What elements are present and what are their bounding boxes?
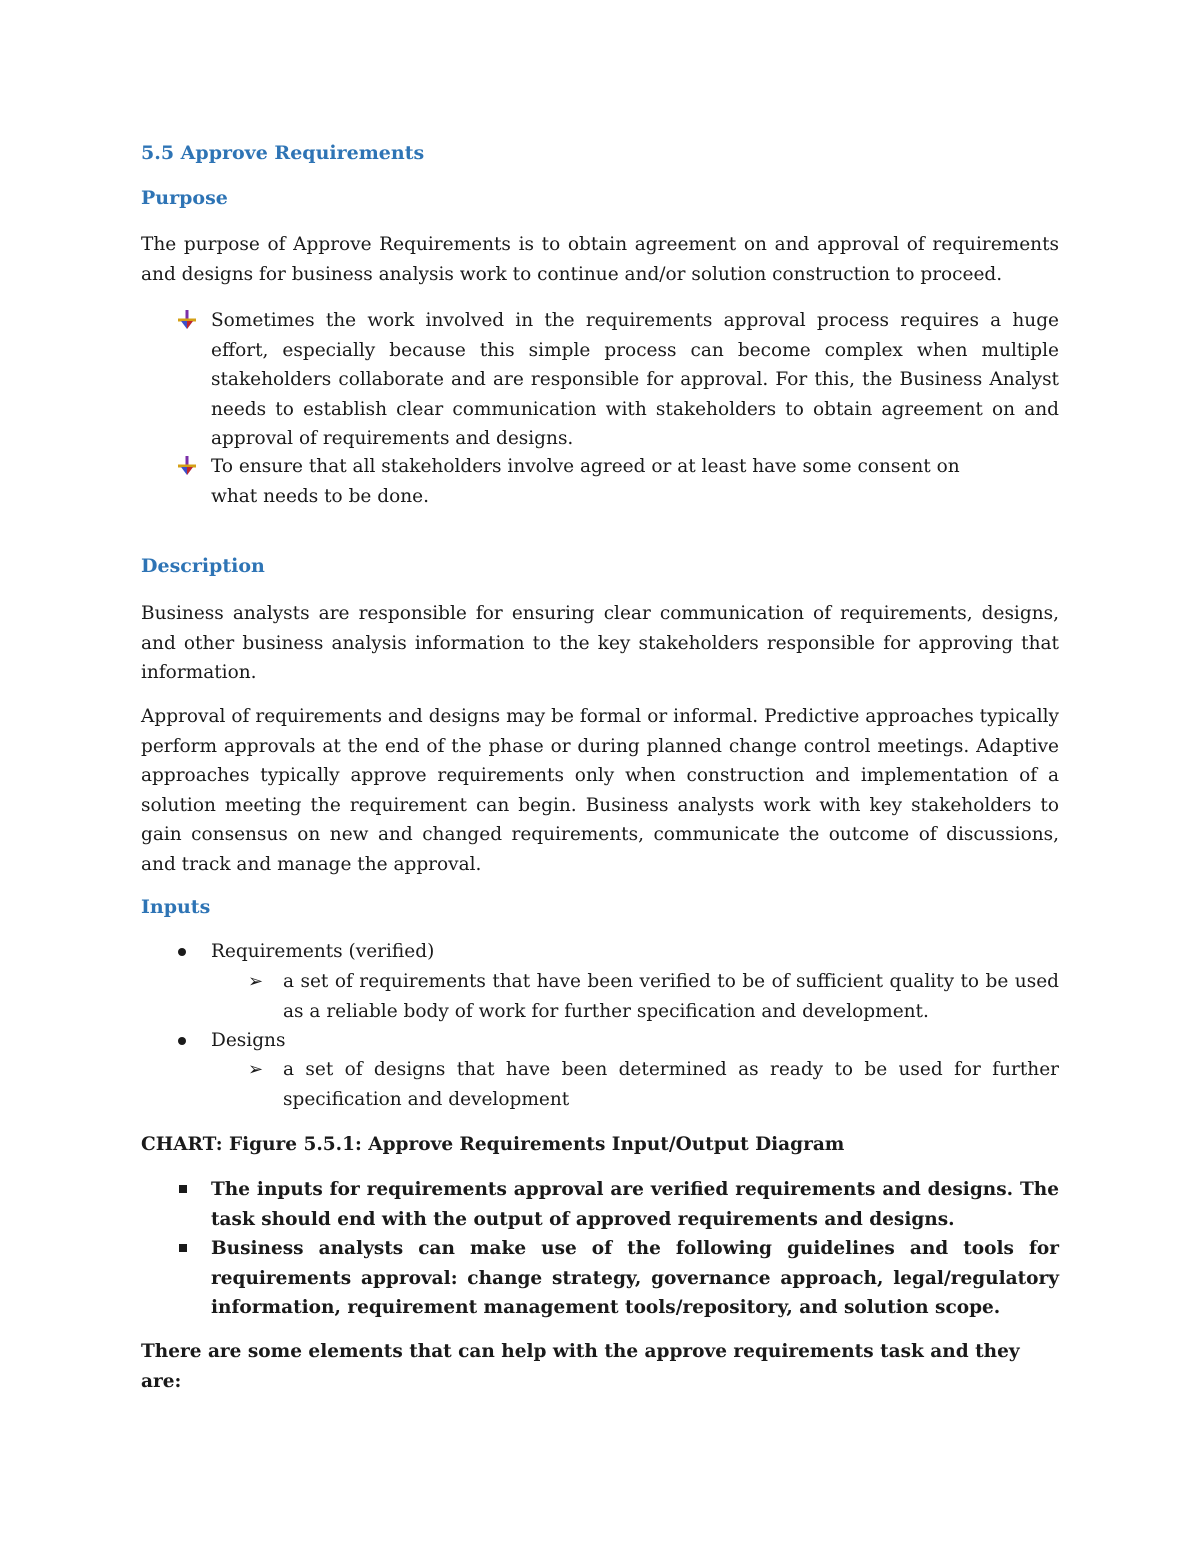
description-paragraph: Approval of requirements and designs may be formal or informal. Predictive approaches typically perform approvals at the end of the phase or during planned change control meetings. Adaptive approaches typically approve requirements only when construction and implementation of a solution meeting the requirement can begin. Business analysts work with key stakeholders to gain consensus on new and changed requirements, communicate the outcome of discussions, and track and manage the approval. <box>141 706 1059 875</box>
input-item-label: Designs <box>211 1030 286 1051</box>
chart-bullet-text: The inputs for requirements approval are verified requirements and designs. The task should end with the output of approved requirements and designs. <box>211 1179 1059 1230</box>
input-item-detail-text: a set of requirements that have been verified to be of sufficient quality to be used as a reliable body of work for further specification and development. <box>283 971 1059 1022</box>
down-arrow-bullet-icon <box>177 306 197 335</box>
purpose-paragraph: The purpose of Approve Requirements is to obtain agreement on and approval of requirements and designs for business analysis work to continue and/or solution construction to proceed. <box>141 234 1059 285</box>
arrow-bullet-icon: ➢ <box>248 1059 264 1080</box>
description-paragraph: Business analysts are responsible for ensuring clear communication of requirements, designs, and other business analysis information to the key stakeholders responsible for approving that information. <box>141 603 1059 683</box>
down-arrow-bullet-icon <box>177 452 197 481</box>
section-title: 5.5 Approve Requirements <box>141 142 425 164</box>
bullet-dot-icon <box>178 948 186 956</box>
closing-statement: There are some elements that can help with the approve requirements task and they are: <box>141 1341 1020 1392</box>
description-heading: Description <box>141 555 265 577</box>
chart-bullet-text: Business analysts can make use of the following guidelines and tools for requirements approval: change strategy, governance approach, legal/regulatory information, requirement management tools/repository, and solution scope. <box>211 1238 1059 1318</box>
purpose-bullet-text: To ensure that all stakeholders involve agreed or at least have some consent on what needs to be done. <box>211 456 960 507</box>
bullet-dot-icon <box>178 1037 186 1045</box>
purpose-heading: Purpose <box>141 187 228 209</box>
square-bullet-icon <box>179 1244 187 1252</box>
square-bullet-icon <box>179 1185 187 1193</box>
input-item-label: Requirements (verified) <box>211 941 435 962</box>
input-item-detail-text: a set of designs that have been determined as ready to be used for further specification and development <box>283 1059 1059 1110</box>
inputs-heading: Inputs <box>141 896 211 918</box>
arrow-bullet-icon: ➢ <box>248 971 264 992</box>
purpose-bullet-text: Sometimes the work involved in the requirements approval process requires a huge effort, especially because this simple process can become complex when multiple stakeholders collaborate and are responsible for approval. For this, the Business Analyst needs to establish clear communication with stakeholders to obtain agreement on and approval of requirements and designs. <box>211 310 1059 449</box>
chart-caption: CHART: Figure 5.5.1: Approve Requirements Input/Output Diagram <box>141 1134 845 1155</box>
